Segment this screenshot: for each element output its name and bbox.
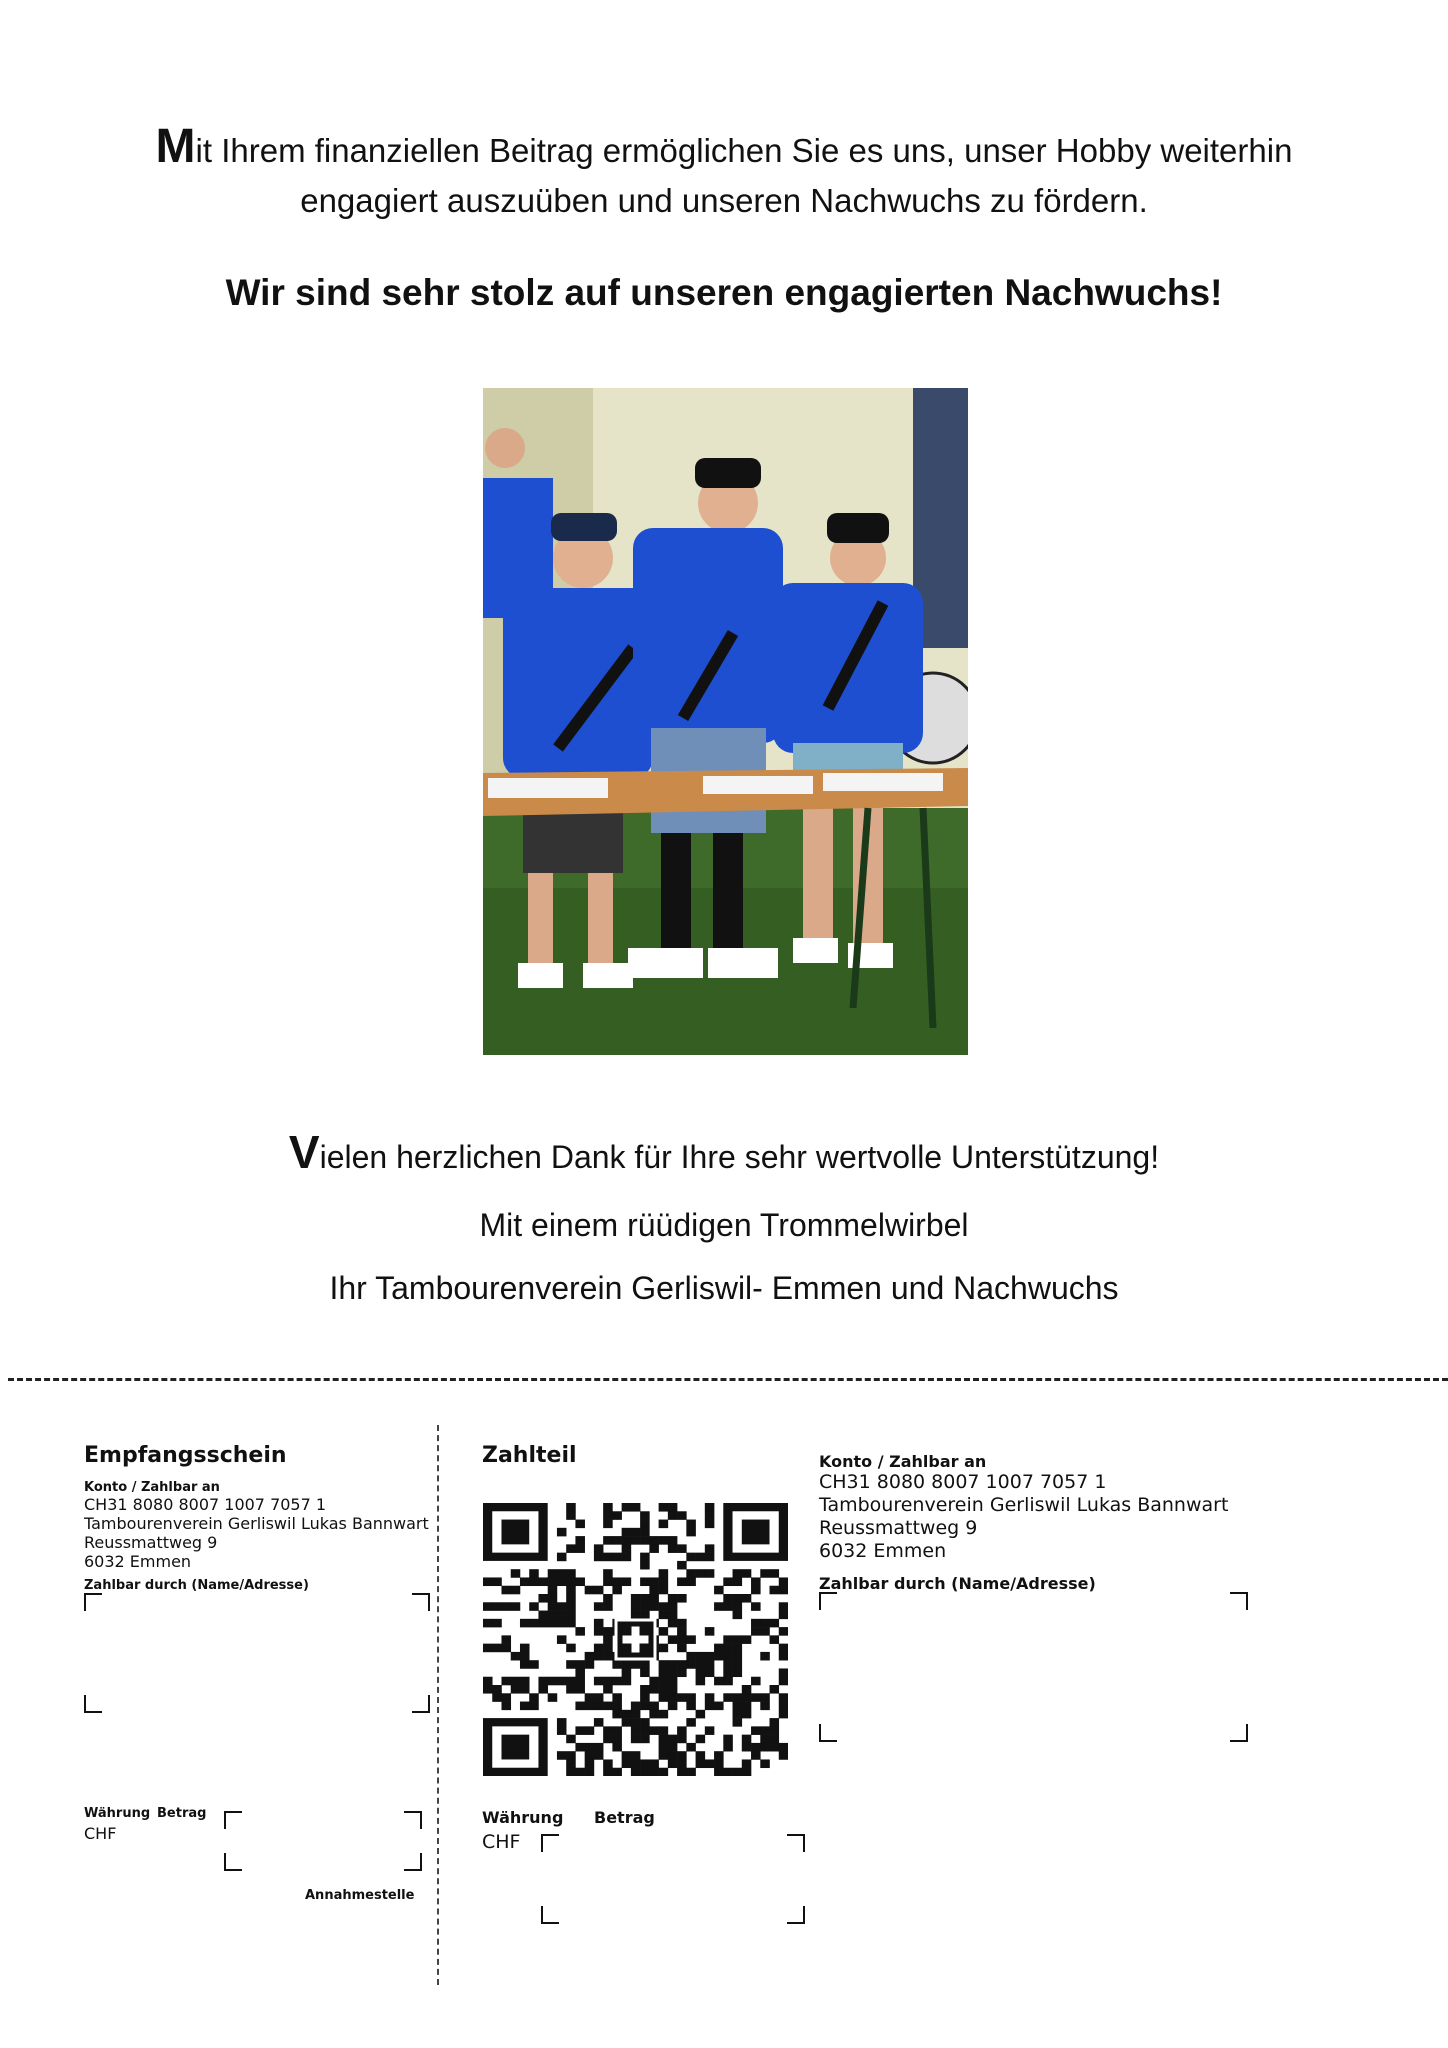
intro-text	[0, 122, 1448, 226]
receipt-name: Tambourenverein Gerliswil Lukas Bannwart	[84, 1514, 429, 1533]
payment-account-label: Konto / Zahlbar an	[819, 1452, 987, 1471]
receipt-street: Reussmattweg 9	[84, 1533, 218, 1552]
thanks-line3: Ihr Tambourenverein Gerliswil- Emmen und Nachwuchs	[329, 1270, 1119, 1306]
payment-street: Reussmattweg 9	[819, 1517, 978, 1539]
receipt-account	[84, 1495, 429, 1571]
headline: Wir sind sehr stolz auf unseren engagierten Nachwuchs!	[225, 272, 1223, 313]
receipt-iban: CH31 8080 8007 1007 7057 1	[84, 1495, 327, 1514]
intro-initial: M	[155, 120, 196, 173]
receipt-acceptance-label: Annahmestelle	[305, 1888, 415, 1903]
payment-currency-label: Währung	[482, 1808, 564, 1827]
thanks-initial: V	[288, 1126, 320, 1178]
payment-title: Zahlteil	[482, 1443, 577, 1468]
perforation-line	[437, 1425, 439, 1985]
payment-amount-label: Betrag	[594, 1808, 655, 1827]
youth-drummers-photo	[483, 388, 968, 1055]
payment-currency: CHF	[482, 1831, 521, 1853]
thanks-text: ielen herzlichen Dank für Ihre sehr wertvolle Unterstützung!	[319, 1139, 1160, 1175]
payment-city: 6032 Emmen	[819, 1540, 947, 1562]
intro-line2: engagiert auszuüben und unseren Nachwuchs zu fördern.	[300, 182, 1148, 219]
payment-account	[819, 1471, 1228, 1563]
receipt-city: 6032 Emmen	[84, 1552, 192, 1571]
receipt-title: Empfangsschein	[84, 1443, 287, 1468]
receipt-amount-box[interactable]	[224, 1811, 422, 1871]
thanks-line1	[0, 1125, 1448, 1179]
receipt-currency-label: Währung	[84, 1806, 151, 1821]
receipt-amount-label: Betrag	[157, 1806, 207, 1821]
thanks-line2: Mit einem rüüdigen Trommelwirbel	[479, 1207, 969, 1243]
receipt-currency: CHF	[84, 1824, 117, 1843]
receipt-account-label: Konto / Zahlbar an	[84, 1480, 220, 1495]
payment-payable-by-box[interactable]	[819, 1592, 1248, 1742]
qr-code-icon	[483, 1503, 788, 1776]
payment-payable-by-label: Zahlbar durch (Name/Adresse)	[819, 1574, 1096, 1593]
payment-name: Tambourenverein Gerliswil Lukas Bannwart	[819, 1494, 1229, 1516]
payment-iban: CH31 8080 8007 1007 7057 1	[819, 1471, 1107, 1493]
payment-amount-box[interactable]	[541, 1834, 805, 1924]
receipt-payable-by-label: Zahlbar durch (Name/Adresse)	[84, 1578, 309, 1593]
cut-line	[8, 1378, 1448, 1381]
receipt-payable-by-box[interactable]	[84, 1593, 430, 1713]
intro-line1: it Ihrem finanziellen Beitrag ermöglichen Sie es uns, unser Hobby weiterhin	[195, 132, 1293, 169]
